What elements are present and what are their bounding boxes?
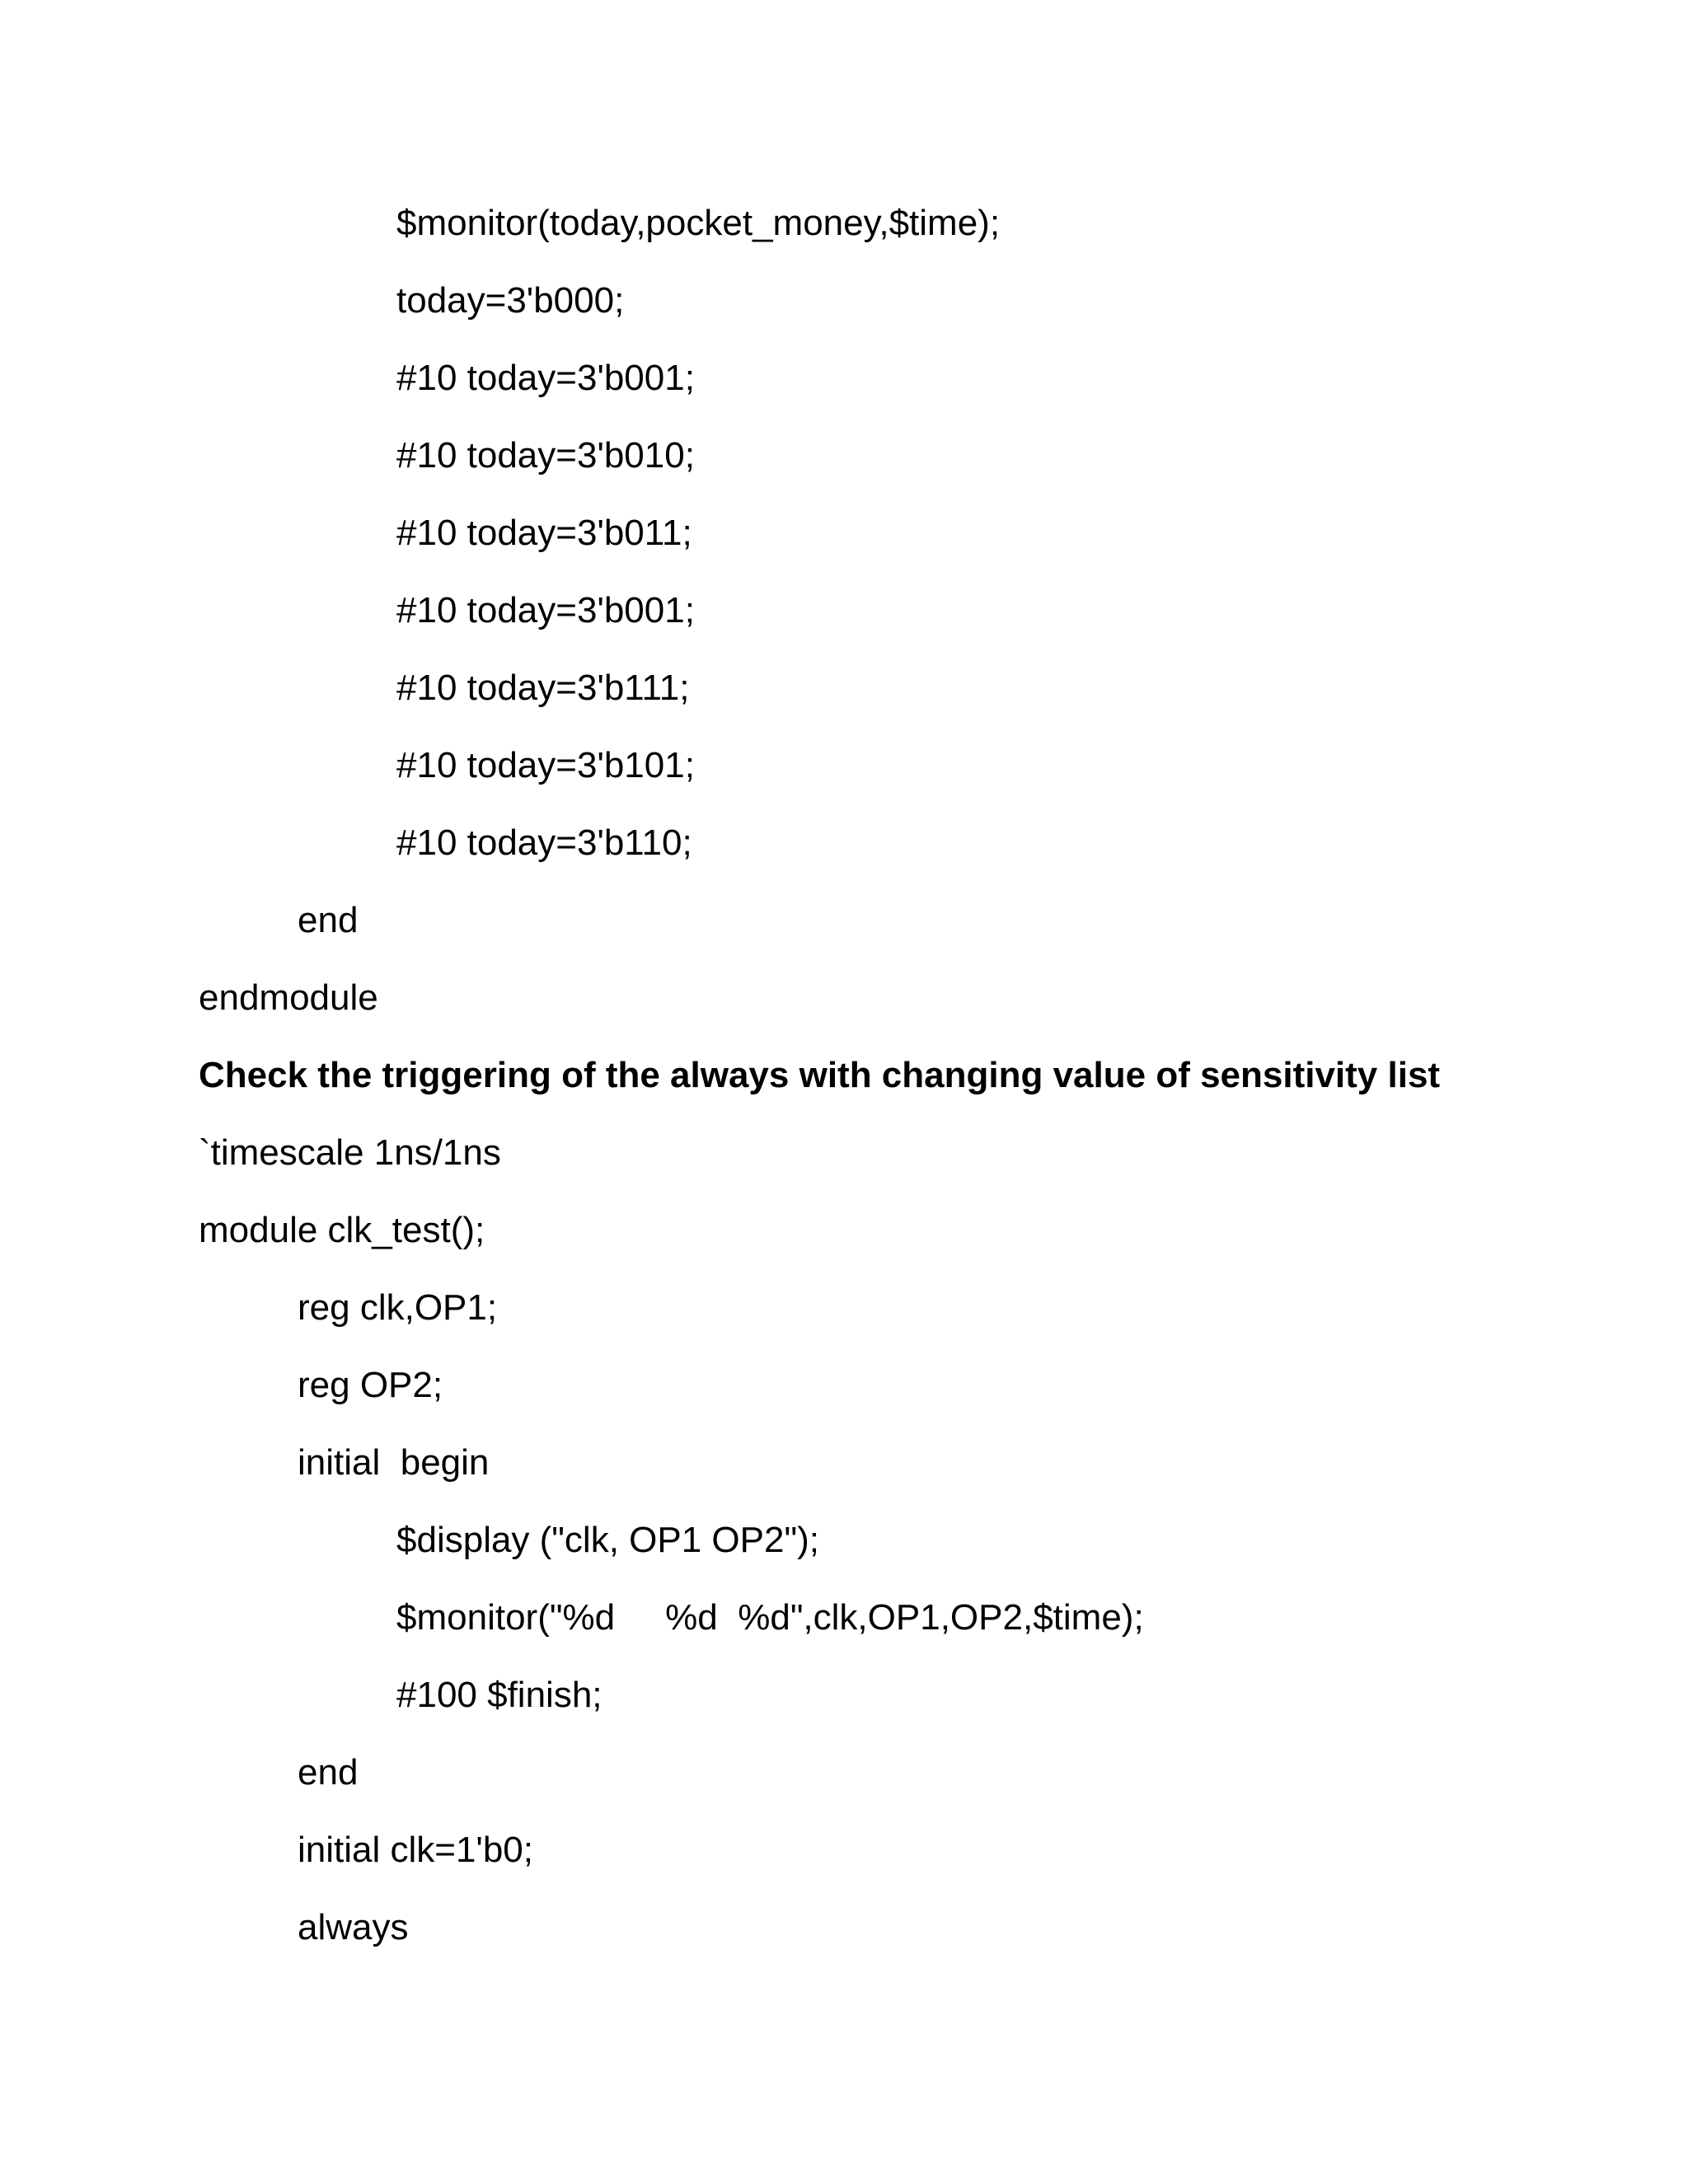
code-line: initial clk=1'b0; bbox=[298, 1830, 533, 1870]
code-line: end bbox=[298, 1752, 359, 1793]
code-line: #100 $finish; bbox=[396, 1675, 603, 1715]
code-line: initial begin bbox=[298, 1442, 490, 1483]
code-line: #10 today=3'b001; bbox=[396, 590, 695, 630]
code-line: reg clk,OP1; bbox=[298, 1287, 498, 1328]
code-line: #10 today=3'b111; bbox=[396, 668, 690, 708]
code-line: #10 today=3'b011; bbox=[396, 513, 692, 553]
code-line: `timescale 1ns/1ns bbox=[199, 1132, 501, 1173]
section-heading: Check the triggering of the always with changing value of sensitivity list bbox=[199, 1055, 1441, 1095]
code-line: $display ("clk, OP1 OP2"); bbox=[396, 1520, 819, 1560]
code-line: today=3'b000; bbox=[396, 280, 625, 321]
code-line: always bbox=[298, 1907, 409, 1947]
code-line: end bbox=[298, 900, 359, 940]
code-line: reg OP2; bbox=[298, 1365, 443, 1405]
code-line: $monitor("%d %d %d",clk,OP1,OP2,$time); bbox=[396, 1597, 1144, 1638]
code-line: #10 today=3'b010; bbox=[396, 435, 695, 476]
code-line: $monitor(today,pocket_money,$time); bbox=[396, 203, 1001, 243]
code-line: #10 today=3'b110; bbox=[396, 823, 692, 863]
code-line: module clk_test(); bbox=[199, 1210, 485, 1250]
code-line: #10 today=3'b001; bbox=[396, 358, 695, 398]
code-line: #10 today=3'b101; bbox=[396, 745, 695, 785]
code-line: endmodule bbox=[199, 977, 378, 1018]
